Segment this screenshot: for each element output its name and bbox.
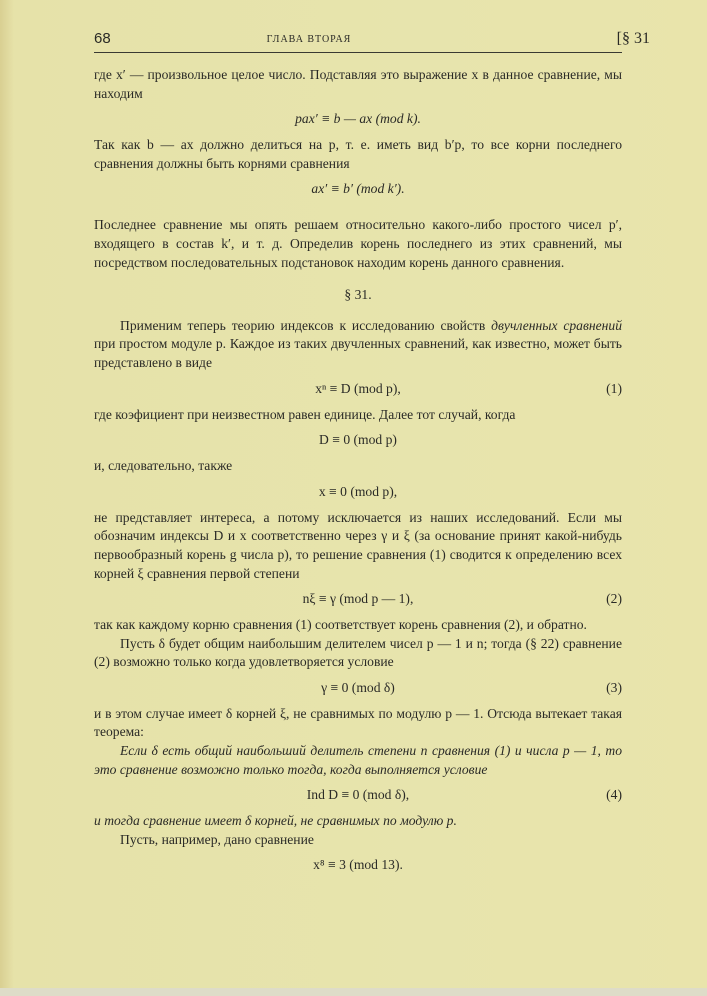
theorem-text: и тогда сравнение имеет δ корней, не сравнимых по модулю p. xyxy=(94,813,457,829)
paragraph: Пусть δ будет общим наибольшим делителем чисел p — 1 и n; тогда (§ 22) сравнение (2) возможно только когда удовлетворяется условие xyxy=(94,635,622,670)
paragraph: Так как b — ax должно делиться на p, т. е. иметь вид b′p, то все корни последнего сравнения должны быть корнями сравнения xyxy=(94,137,622,171)
header-rule xyxy=(94,52,622,53)
paragraph: и, следовательно, также xyxy=(94,458,233,474)
paragraph: не представляет интереса, а потому исключается из наших исследований. Если мы обозначим индексы D и x соответственно через γ и ξ (за основание принят какой-нибудь первообразный корень g числа p), то решение сравнения (1) сводится к определению всех корней ξ сравнения первой степени xyxy=(94,509,622,581)
equation-number: (1) xyxy=(606,380,622,396)
equation-number: (3) xyxy=(606,679,622,695)
text: при простом модуле p. Каждое из таких двучленных сравнений, как известно, может быть представлено в виде xyxy=(94,336,622,370)
equation-text: x⁸ ≡ 3 (mod 13). xyxy=(313,857,403,873)
equation-text: γ ≡ 0 (mod δ) xyxy=(321,679,395,695)
equation-text: nξ ≡ γ (mod p — 1), xyxy=(302,591,414,607)
page-body xyxy=(94,66,622,882)
theorem-text: Если δ есть общий наибольший делитель степени n сравнения (1) и числа p — 1, то это сравнение возможно только тогда, когда выполняется условие xyxy=(94,743,622,777)
theorem-end xyxy=(94,812,622,831)
paragraph xyxy=(94,317,622,373)
equation-4 xyxy=(94,785,622,805)
equation-text: pax′ ≡ b — ax (mod k). xyxy=(295,111,421,127)
emphasis: двучленных сравнений xyxy=(491,317,622,333)
equation xyxy=(94,855,622,875)
paragraph: и в этом случае имеет δ корней ξ, не сравнимых по модулю p — 1. Отсюда вытекает такая теорема: xyxy=(94,705,622,740)
paragraph: Пусть, например, дано сравнение xyxy=(120,831,314,847)
equation-text: Ind D ≡ 0 (mod δ), xyxy=(306,787,410,803)
equation-number: (2) xyxy=(606,591,622,607)
chapter-title: ГЛАВА ВТОРАЯ xyxy=(266,34,352,45)
paragraph: Последнее сравнение мы опять решаем относительно какого-либо простого чисел p′, входящего в состав k′, и т. д. Определив корень последнего из этих сравнений, мы посредством последовательных подстановок находим корень данного сравнения. xyxy=(94,217,622,270)
equation-3 xyxy=(94,678,622,698)
paragraph: где коэфициент при неизвестном равен единице. Далее тот случай, когда xyxy=(94,406,516,422)
equation xyxy=(94,109,622,129)
text: Применим теперь теорию индексов к исследованию свойств xyxy=(120,317,492,333)
running-header xyxy=(94,30,650,50)
equation xyxy=(94,179,622,199)
paragraph: так как каждому корню сравнения (1) соответствует корень сравнения (2), и обратно. xyxy=(94,617,587,633)
section-reference: [§ 31 xyxy=(616,30,650,47)
equation-text: x ≡ 0 (mod p), xyxy=(318,483,398,499)
equation-2 xyxy=(94,589,622,609)
paragraph: где x′ — произвольное целое число. Подставляя это выражение x в данное сравнение, мы находим xyxy=(94,67,622,101)
equation-text: ax′ ≡ b′ (mod k′). xyxy=(311,181,405,197)
equation-1 xyxy=(94,379,622,399)
equation-number: (4) xyxy=(606,787,622,803)
equation-text: xⁿ ≡ D (mod p), xyxy=(315,380,401,396)
section-heading: § 31. xyxy=(344,287,372,303)
theorem xyxy=(94,742,622,779)
equation-text: D ≡ 0 (mod p) xyxy=(319,432,397,448)
equation xyxy=(94,430,622,450)
equation xyxy=(94,482,622,502)
page-number: 68 xyxy=(94,30,111,47)
